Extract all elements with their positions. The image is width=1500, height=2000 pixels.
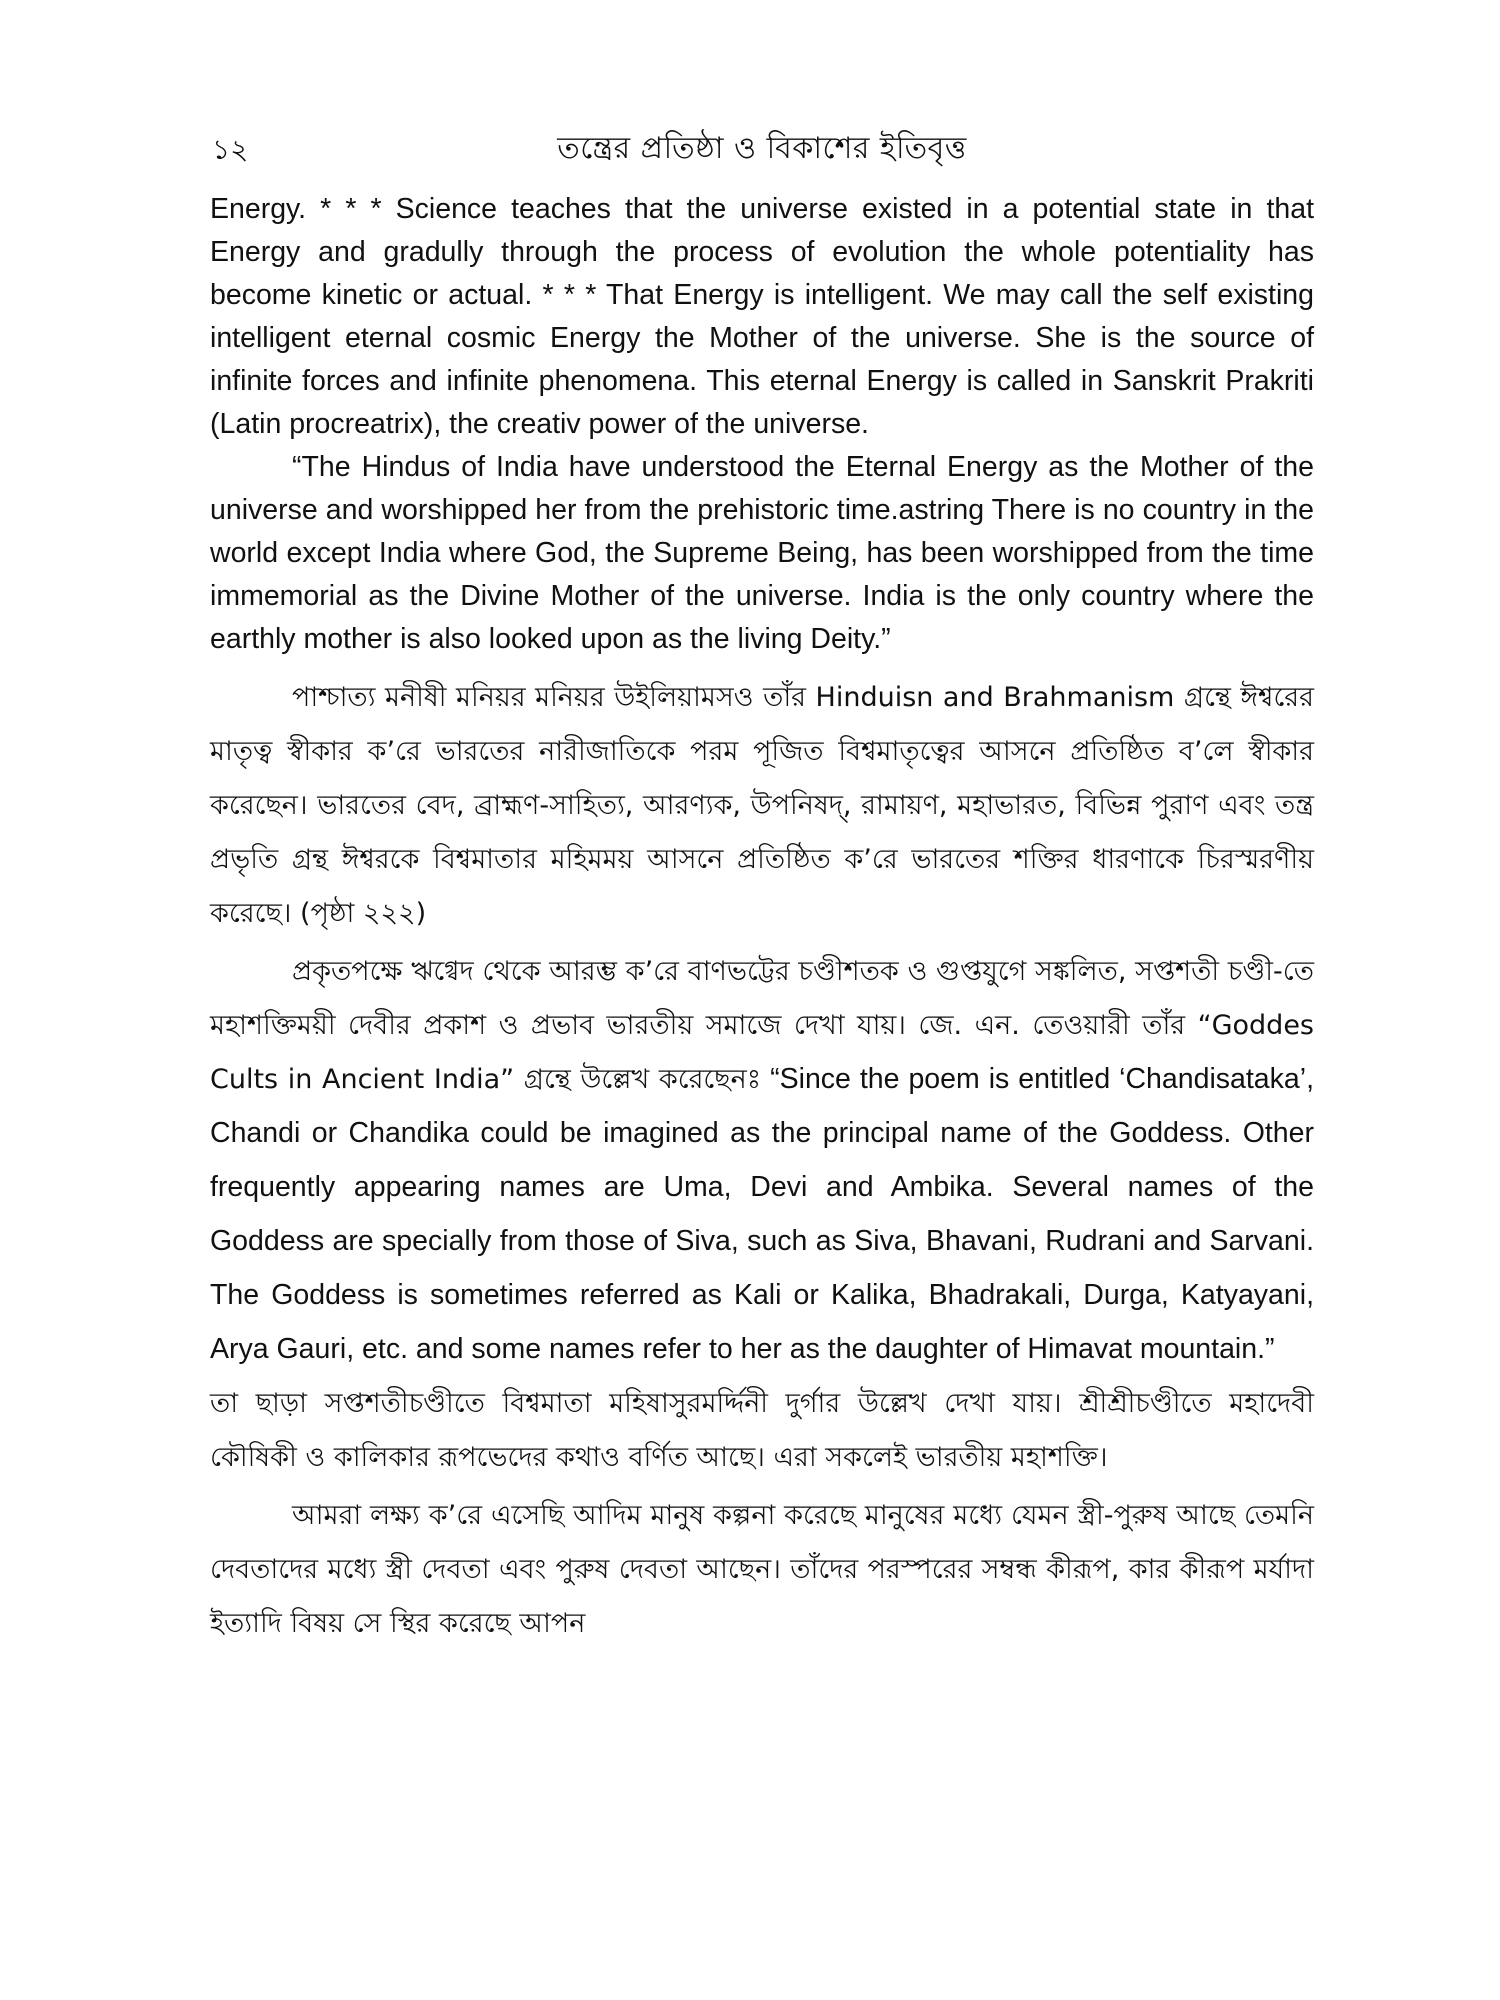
- paragraph-quote-energy: Energy. * * * Science teaches that the universe existed in a potential state in that Energy and gradully through the process of evolution the whole potentiality has become kinetic or actual. * * * That Energy is intelligent. We may call the self existing intelligent eternal cosmic Energy the Mother of the universe. She is the source of infinite forces and infinite phenomena. This eternal Energy is called in Sanskrit Prakriti (Latin procreatrix), the creativ power of the universe.: [210, 193, 1314, 440]
- book-page: [210, 118, 1314, 1651]
- paragraph-goddess-cults-quote: “Since the poem is entitled ‘Chandisataka’, Chandi or Chandika could be imagined as the principal name of the Goddess. Other frequently appearing names are Uma, Devi and Ambika. Several names of the Goddess are specially from those of Siva, such as Siva, Bhavani, Rudrani and Sarvani. The Goddess is sometimes referred as Kali or Kalika, Bhadrakali, Durga, Katyayani, Arya Gauri, etc. and some names refer to her as the daughter of Himavat mountain.”: [210, 1063, 1314, 1365]
- page-number: ১২: [212, 133, 249, 166]
- paragraph-goddess-cults-bengali: প্রকৃতপক্ষে ঋগ্বেদ থেকে আরম্ভ ক’রে বাণভট্টের চণ্ডীশতক ও গুপ্তযুগে সঙ্কলিত, সপ্তশতী চণ্ডী-তে মহাশক্তিময়ী দেবীর প্রকাশ ও প্রভাব ভারতীয় সমাজে দেখা যায়। জে. এন. তেওয়ারী তাঁর “Goddes Cults in Ancient India” গ্রন্থে উল্লেখ করেছেনঃ: [210, 956, 1314, 1095]
- paragraph-goddess-cults: [210, 945, 1314, 1377]
- paragraph-monier-williams: পাশ্চাত্য মনীষী মনিয়র মনিয়র উইলিয়ামসও তাঁর Hinduisn and Brahmanism গ্রন্থে ঈশ্বরের মাতৃত্ব স্বীকার ক’রে ভারতের নারীজাতিকে পরম পূজিত বিশ্বমাতৃত্বের আসনে প্রতিষ্ঠিত ব’লে স্বীকার করেছেন। ভারতের বেদ, ব্রাহ্মণ-সাহিত্য, আরণ্যক, উপনিষদ্‌, রামায়ণ, মহাভারত, বিভিন্ন পুরাণ এবং তন্ত্র প্রভৃতি গ্রন্থ ঈশ্বরকে বিশ্বমাতার মহিমময় আসনে প্রতিষ্ঠিত ক’রে ভারতের শক্তির ধারণাকে চিরস্মরণীয় করেছে। (পৃষ্ঠা ২২২): [210, 682, 1314, 929]
- running-title: তন্ত্রের প্রতিষ্ঠা ও বিকাশের ইতিবৃত্ত: [557, 131, 967, 166]
- running-head: [210, 118, 1314, 174]
- paragraph-saptashati: তা ছাড়া সপ্তশতীচণ্ডীতে বিশ্বমাতা মহিষাসুরমর্দ্দিনী দুর্গার উল্লেখ দেখা যায়। শ্রীশ্রীচণ্ডীতে মহাদেবী কৌষিকী ও কালিকার রূপভেদের কথাও বর্ণিত আছে। এরা সকলেই ভারতীয় মহাশক্তি।: [210, 1388, 1314, 1473]
- paragraph-quote-hindus: “The Hindus of India have understood the Eternal Energy as the Mother of the universe and worshipped her from the prehistoric time.astring There is no country in the world except India where God, the Supreme Being, has been worshipped from the time immemorial as the Divine Mother of the universe. India is the only country where the earthly mother is also looked upon as the living Deity.”: [210, 451, 1314, 655]
- paragraph-primitive-man: আমরা লক্ষ্য ক’রে এসেছি আদিম মানুষ কল্পনা করেছে মানুষের মধ্যে যেমন স্ত্রী-পুরুষ আছে তেমনি দেবতাদের মধ্যে স্ত্রী দেবতা এবং পুরুষ দেবতা আছেন। তাঁদের পরস্পরের সম্বন্ধ কীরূপ, কার কীরূপ মর্যাদা ইত্যাদি বিষয় সে স্থির করেছে আপন: [210, 1500, 1314, 1639]
